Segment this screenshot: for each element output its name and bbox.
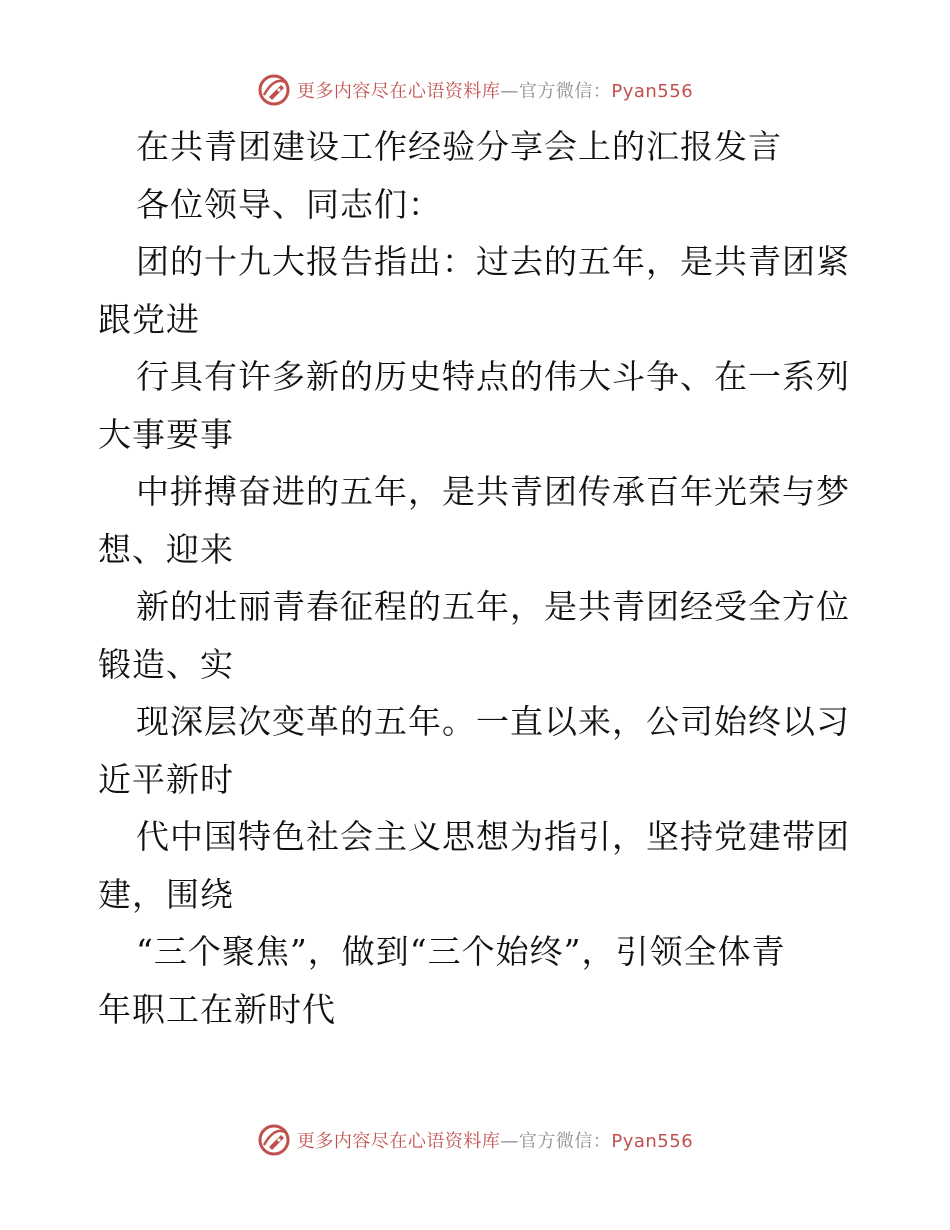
watermark-wechat-id: Pyan556: [611, 81, 694, 102]
paragraph-line: 现深层次变革的五年。一直以来，公司始终以习: [136, 702, 850, 741]
pen-nib-logo-icon: [257, 1123, 291, 1157]
watermark-site: 更多内容尽在心语资料库: [296, 81, 501, 102]
watermark-text: [297, 1127, 693, 1153]
paragraph-line: 团的十九大报告指出：过去的五年，是共青团紧: [136, 242, 850, 281]
watermark-wechat-label: 官方微信：: [518, 1131, 612, 1152]
paragraph-line: 新的壮丽青春征程的五年，是共青团经受全方位: [136, 587, 850, 626]
paragraph-line: 年职工在新时代: [98, 989, 336, 1029]
document-title: 在共青团建设工作经验分享会上的汇报发言: [136, 127, 782, 166]
paragraph-line: 想、迎来: [98, 529, 234, 569]
paragraph-line: 各位领导、同志们：: [136, 184, 442, 224]
watermark-wechat-id: Pyan556: [611, 1131, 694, 1152]
header-watermark-banner: [0, 70, 950, 110]
watermark-site: 更多内容尽在心语资料库: [296, 1131, 501, 1152]
pen-nib-logo-icon: [257, 73, 291, 107]
watermark-text: [297, 77, 693, 103]
paragraph-line: 行具有许多新的历史特点的伟大斗争、在一系列: [136, 357, 850, 396]
paragraph-line: 建，围绕: [98, 874, 234, 914]
paragraph-line: 中拼搏奋进的五年，是共青团传承百年光荣与梦: [136, 472, 850, 511]
watermark-group: [257, 73, 693, 107]
paragraph-line: “三个聚焦”，做到“三个始终”，引领全体青: [136, 932, 786, 971]
paragraph-line: 近平新时: [98, 759, 234, 799]
watermark-group: [257, 1123, 693, 1157]
paragraph-line: 锻造、实: [98, 644, 234, 684]
watermark-separator: —: [500, 81, 519, 102]
paragraph-line: 大事要事: [98, 414, 234, 454]
document-body: [98, 118, 858, 1038]
watermark-wechat-label: 官方微信：: [518, 81, 612, 102]
paragraph-line: 跟党进: [98, 299, 200, 339]
footer-watermark-banner: [0, 1120, 950, 1160]
watermark-separator: —: [500, 1131, 519, 1152]
paragraph-line: 代中国特色社会主义思想为指引，坚持党建带团: [136, 817, 850, 856]
